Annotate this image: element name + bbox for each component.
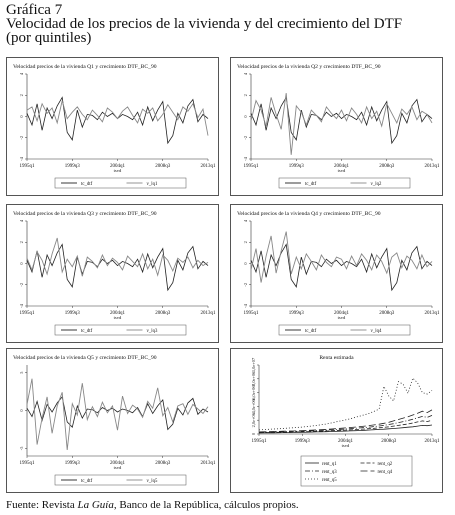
chart-title: Velocidad precios de la vivienda Q1 y crecimiento DTF_BC_90 (13, 64, 157, 70)
x-tick-label: 1999q3 (64, 164, 80, 169)
y-tick-label: 0 (243, 262, 248, 265)
series-line-tc-dtf (251, 244, 432, 290)
source-suffix: , Banco de la República, cálculos propios. (113, 499, 299, 511)
x-tick-label: 2004q1 (110, 311, 125, 316)
x-tick-label: 1995q1 (251, 439, 267, 444)
x-tick-label: 1999q3 (288, 311, 304, 316)
legend-label: tc_dtf (81, 182, 93, 187)
y-tick-label: -2 (19, 135, 24, 140)
x-tick-label: 2013q1 (424, 164, 440, 169)
y-tick-label: 6,0e+06 (251, 385, 256, 400)
legend-label: rent_q5 (322, 478, 337, 483)
x-tick-label: 1995q1 (243, 164, 259, 169)
series-line-v-lq2 (251, 93, 432, 155)
chart-panel-q3 (6, 204, 219, 343)
chart-panel-q2 (230, 57, 443, 196)
y-tick-label: -5 (19, 446, 24, 451)
series-line-v-lq4 (251, 232, 432, 283)
chart-panel-q5 (6, 348, 219, 493)
x-tick-label: 1999q3 (294, 439, 310, 444)
figure-label: Gráfica 7 (6, 2, 63, 18)
legend-label: tc_dtf (81, 479, 93, 484)
x-tick-label: 1995q1 (243, 311, 259, 316)
chart-svg-5 (231, 349, 442, 492)
x-tick-label: 1999q3 (288, 164, 304, 169)
x-tick-label: 2013q1 (200, 164, 216, 169)
chart-panel-q4 (230, 204, 443, 343)
x-tick-label: 2008q3 (155, 461, 171, 466)
x-tick-label: 2008q3 (155, 164, 171, 169)
source-journal: La Guía (77, 499, 114, 511)
y-tick-label: -4 (19, 304, 24, 308)
legend-label: tc_dtf (305, 182, 317, 187)
y-tick-label: 1,0e+07 (251, 357, 256, 373)
x-tick-label: 2013q1 (200, 461, 216, 466)
x-axis-title: tsvd (337, 168, 346, 173)
legend-label: v_lq4 (370, 329, 382, 334)
legend-label: rent_q4 (377, 470, 393, 475)
x-tick-label: 2008q3 (381, 439, 397, 444)
y-tick-label: 4 (19, 219, 24, 223)
chart-svg-2 (7, 205, 218, 342)
chart-svg-3 (231, 205, 442, 342)
legend-label: tc_dtf (81, 329, 93, 334)
x-tick-label: 2013q1 (424, 311, 440, 316)
x-tick-label: 2004q1 (110, 164, 125, 169)
legend-label: v_lq2 (370, 182, 382, 187)
y-tick-label: 4 (243, 72, 248, 76)
chart-title: Velocidad precios de la vivienda Q2 y crecimiento DTF_BC_90 (237, 64, 381, 70)
x-axis-title: tsvd (113, 168, 122, 173)
x-axis-title: tsvd (341, 443, 350, 448)
legend-label: rent_q2 (377, 462, 393, 467)
x-tick-label: 2008q3 (379, 164, 395, 169)
legend-label: v_lq1 (146, 182, 158, 187)
chart-panel-renta (230, 348, 443, 493)
chart-title: Velocidad precios de la vivienda Q5 y crecimiento DTF_BC_90 (13, 355, 157, 361)
figure-subtitle: (por quintiles) (6, 30, 92, 46)
chart-svg-1 (231, 58, 442, 195)
y-tick-label: 0 (19, 262, 24, 265)
y-tick-label: 0 (251, 432, 256, 436)
legend-label: tc_dtf (305, 329, 317, 334)
source-prefix: Fuente: Revista (6, 499, 78, 511)
chart-svg-4 (7, 349, 218, 492)
series-line-tc-dtf (27, 244, 208, 290)
y-tick-label: -4 (243, 157, 248, 161)
x-tick-label: 2008q3 (155, 311, 171, 316)
series-line-v-lq1 (27, 101, 208, 136)
y-tick-label: 0 (19, 409, 24, 412)
y-tick-label: 0 (19, 115, 24, 118)
x-tick-label: 2004q1 (110, 461, 125, 466)
y-tick-label: -2 (243, 135, 248, 140)
y-tick-label: 4,0e+06 (251, 399, 256, 414)
x-tick-label: 2004q1 (334, 164, 349, 169)
y-tick-label: 8,0e+06 (251, 371, 256, 386)
x-axis-title: tsvd (113, 315, 122, 320)
chart-title: Velocidad precios de la vivienda Q3 y crecimiento DTF_BC_90 (13, 211, 157, 217)
x-tick-label: 1999q3 (64, 461, 80, 466)
y-tick-label: -2 (243, 282, 248, 287)
y-tick-label: 2 (243, 94, 248, 97)
x-tick-label: 1995q1 (19, 311, 35, 316)
x-tick-label: 2004q1 (334, 311, 349, 316)
source-note (6, 499, 299, 511)
y-tick-label: 2 (19, 94, 24, 97)
figure-title: Velocidad de los precios de la vivienda y del crecimiento del DTF (6, 16, 403, 32)
y-tick-label: 2 (243, 241, 248, 244)
chart-svg-0 (7, 58, 218, 195)
y-tick-label: -4 (19, 157, 24, 161)
chart-title: Velocidad precios de la vivienda Q4 y crecimiento DTF_BC_90 (237, 211, 381, 217)
x-tick-label: 1999q3 (64, 311, 80, 316)
legend-label: v_lq3 (146, 329, 158, 334)
y-tick-label: 5 (19, 371, 24, 374)
figure-header (6, 3, 452, 45)
x-tick-label: 2004q1 (338, 439, 353, 444)
legend-label: rent_q1 (322, 462, 337, 467)
y-tick-label: 2,0e+06 (251, 413, 256, 428)
y-tick-label: -4 (243, 304, 248, 308)
x-axis-title: tsvd (337, 315, 346, 320)
legend-label: v_lq5 (146, 479, 158, 484)
y-tick-label: 4 (243, 219, 248, 223)
x-tick-label: 1995q1 (19, 164, 35, 169)
y-tick-label: 0 (243, 115, 248, 118)
x-tick-label: 1995q1 (19, 461, 35, 466)
series-line-rent-q5 (259, 378, 432, 430)
x-tick-label: 2008q3 (379, 311, 395, 316)
series-line-tc-dtf (27, 97, 208, 143)
x-axis-title: tsvd (113, 465, 122, 470)
x-tick-label: 2013q1 (424, 439, 440, 444)
y-tick-label: 2 (19, 241, 24, 244)
y-tick-label: -2 (19, 282, 24, 287)
y-tick-label: 4 (19, 72, 24, 76)
series-line-v-lq3 (27, 238, 208, 276)
chart-title: Renta estimada (319, 355, 354, 361)
series-line-v-lq5 (27, 379, 208, 450)
chart-panel-q1 (6, 57, 219, 196)
x-tick-label: 2013q1 (200, 311, 216, 316)
legend-label: rent_q3 (322, 470, 337, 475)
